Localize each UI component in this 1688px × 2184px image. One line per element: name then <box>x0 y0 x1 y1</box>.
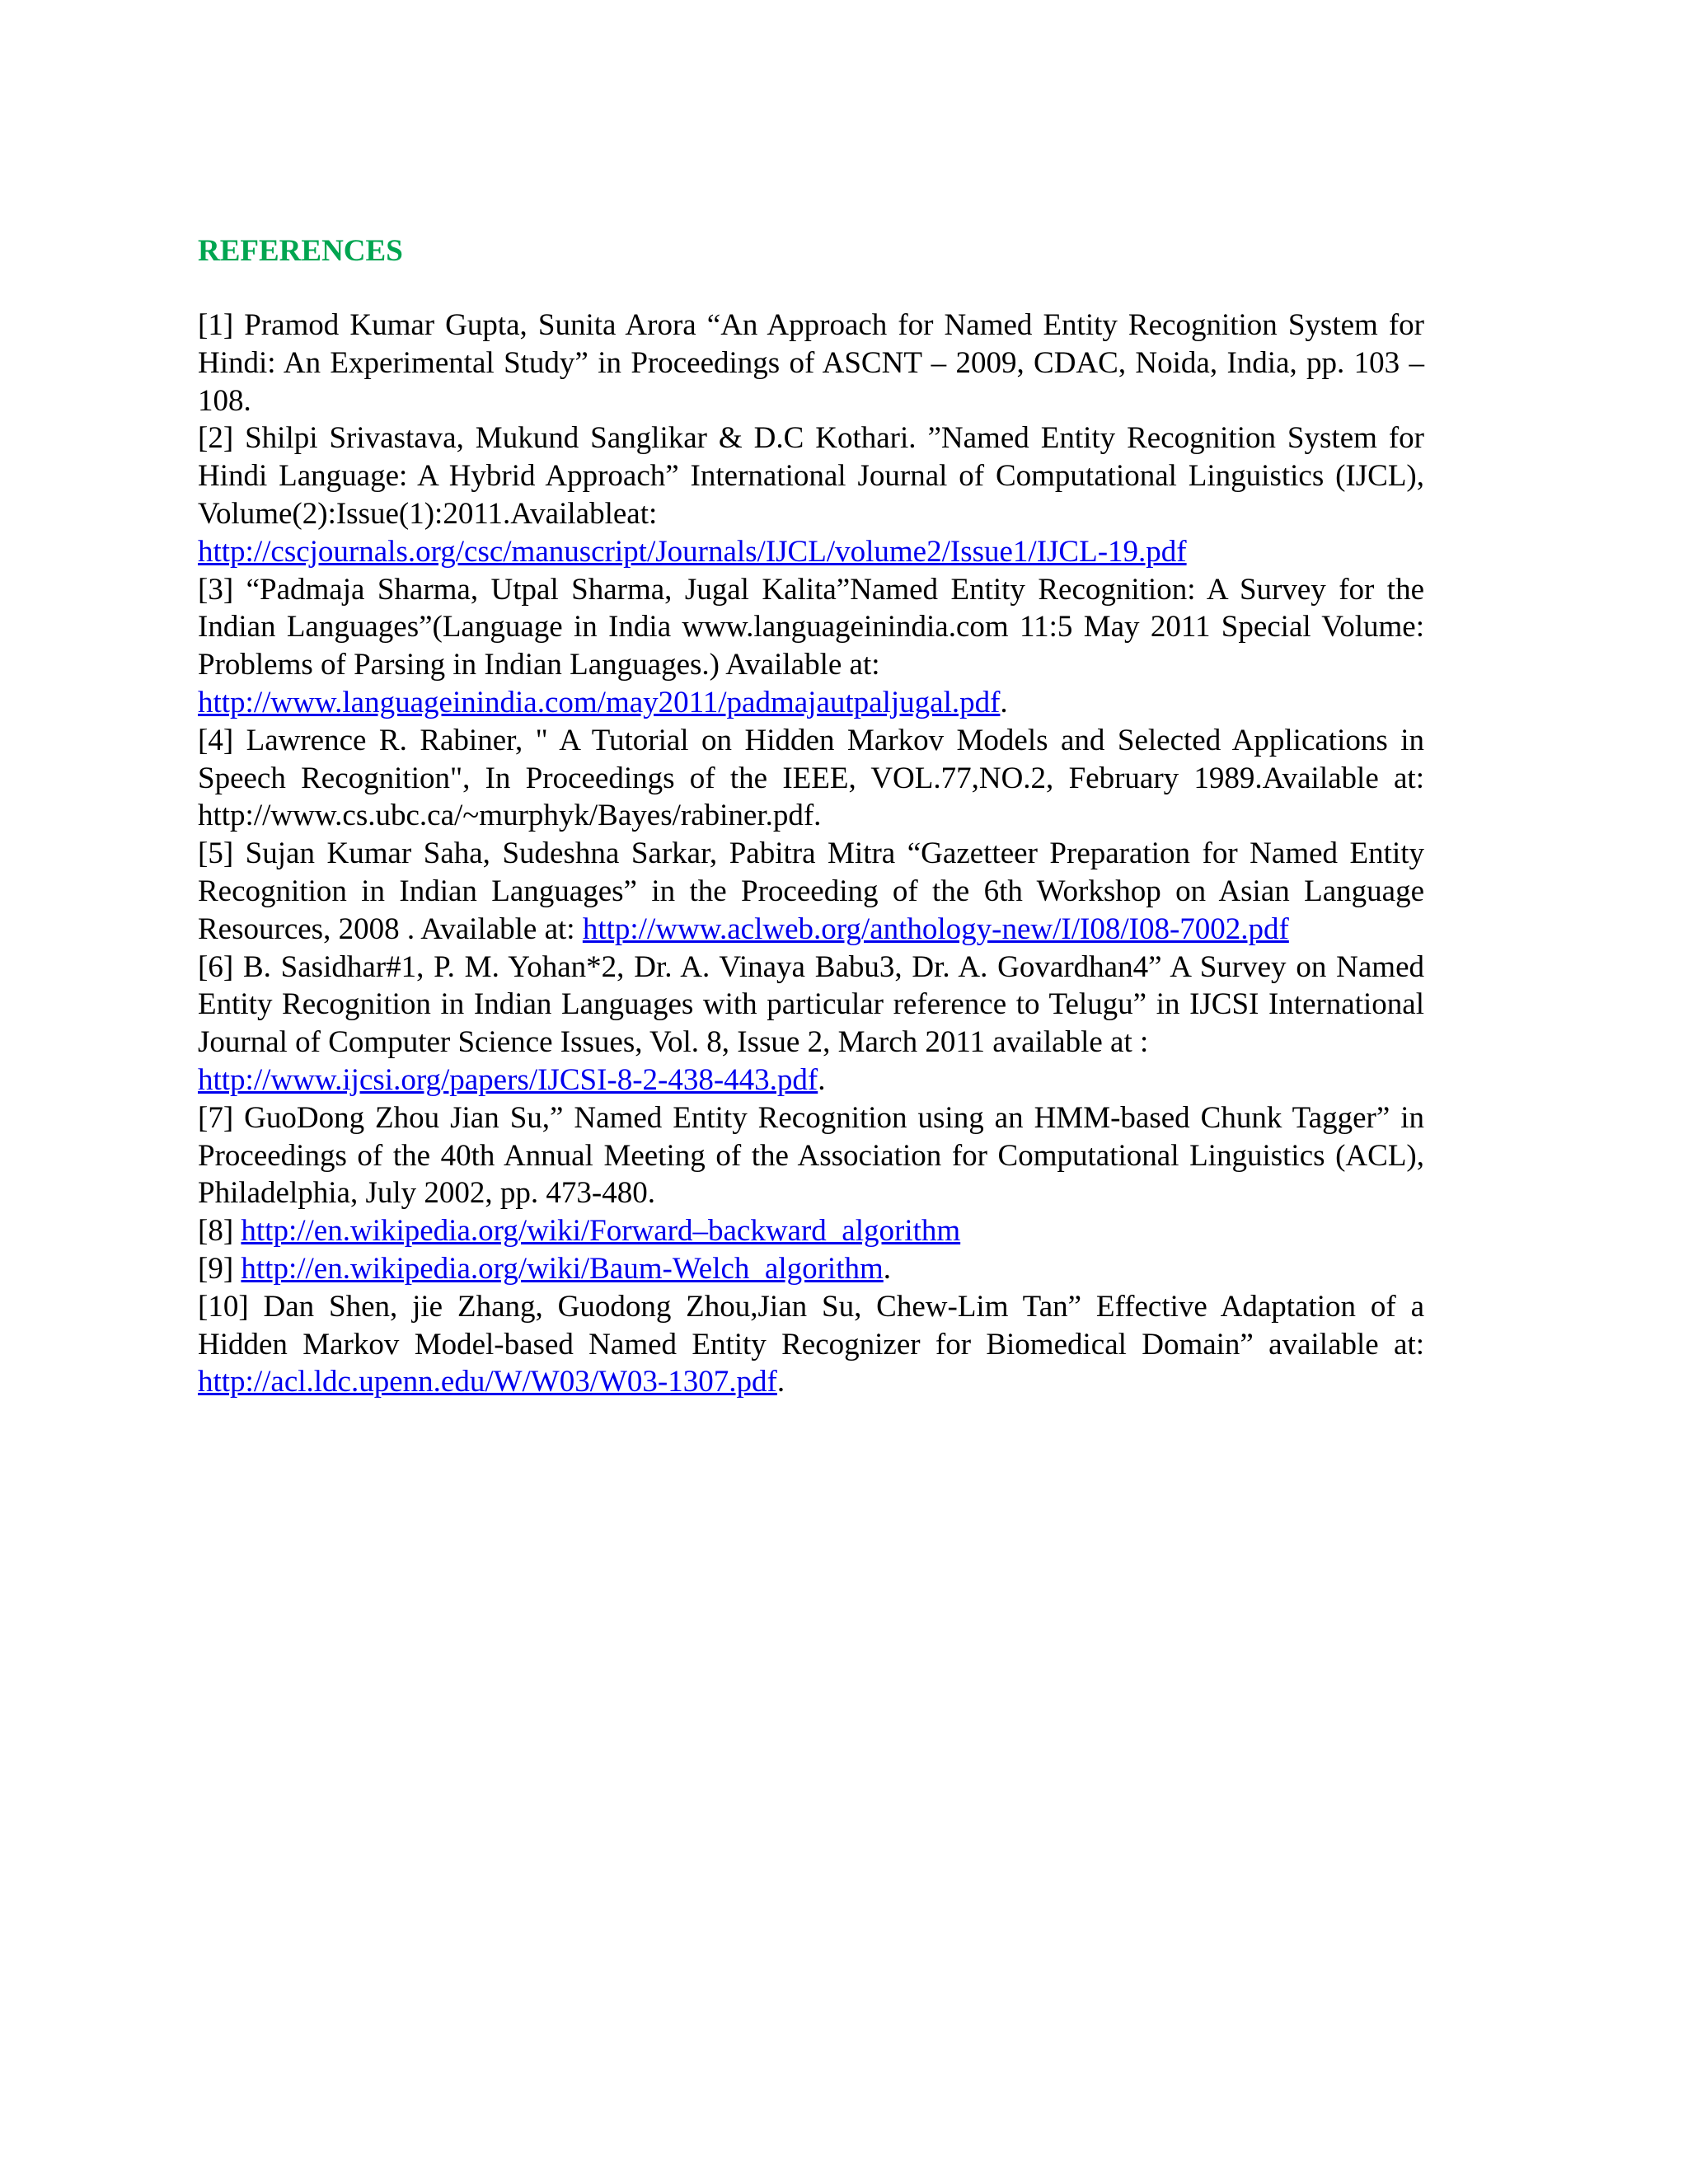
reference-text: [8] <box>198 1214 234 1249</box>
reference-link[interactable]: http://acl.ldc.upenn.edu/W/W03/W03-1307.pdf <box>198 1365 777 1399</box>
reference-text: [2] Shilpi Srivastava, Mukund Sanglikar & D.C Kothari. ”Named Entity Recognition System for Hindi Language: A Hybrid Approach” International Journal of Computational Linguistics (IJCL), Volume(2):Issue(1):2011.Availableat: <box>198 421 1424 531</box>
reference-link[interactable]: http://en.wikipedia.org/wiki/Forward–backward_algorithm <box>241 1214 961 1249</box>
reference-suffix: . <box>776 1365 785 1399</box>
reference-text: [5] Sujan Kumar Saha, Sudeshna Sarkar, Pabitra Mitra “Gazetteer Preparation for Named Entity Recognition in Indian Languages” in the Proceeding of the 6th Workshop on Asian Language Resources, 2008 . Available at: <box>198 837 1424 946</box>
reference-item-4 <box>198 722 1424 835</box>
reference-link[interactable]: http://en.wikipedia.org/wiki/Baum-Welch_algorithm <box>241 1251 884 1286</box>
reference-text: [10] Dan Shen, jie Zhang, Guodong Zhou,Jian Su, Chew-Lim Tan” Effective Adaptation of a Hidden Markov Model-based Named Entity Recognizer for Biomedical Domain” available at: <box>198 1289 1424 1361</box>
reference-suffix: . <box>1000 685 1008 719</box>
reference-text: [1] Pramod Kumar Gupta, Sunita Arora “An Approach for Named Entity Recognition System for Hindi: An Experimental Study” in Proceedings of ASCNT – 2009, CDAC, Noida, India, pp. 103 – 108. <box>198 308 1424 418</box>
reference-link[interactable]: http://cscjournals.org/csc/manuscript/Journals/IJCL/volume2/Issue1/IJCL-19.pdf <box>198 534 1187 569</box>
reference-item-9 <box>198 1250 1424 1288</box>
reference-item-1 <box>198 307 1424 419</box>
reference-item-3 <box>198 571 1424 722</box>
references-section <box>198 232 1424 1401</box>
reference-text: [7] GuoDong Zhou Jian Su,” Named Entity Recognition using an HMM-based Chunk Tagger” in Proceedings of the 40th Annual Meeting of the Association for Computational Linguistics (ACL), Philadelphia, July 2002, pp. 473-480. <box>198 1100 1424 1211</box>
reference-text: [6] B. Sasidhar#1, P. M. Yohan*2, Dr. A. Vinaya Babu3, Dr. A. Govardhan4” A Survey on Named Entity Recognition in Indian Languages with particular reference to Telugu” in IJCSI International Journal of Computer Science Issues, Vol. 8, Issue 2, March 2011 available at : <box>198 949 1424 1060</box>
reference-link[interactable]: http://www.aclweb.org/anthology-new/I/I08/I08-7002.pdf <box>582 912 1289 946</box>
reference-item-2 <box>198 419 1424 570</box>
reference-link[interactable]: http://www.languageinindia.com/may2011/padmajautpaljugal.pdf <box>198 685 1001 719</box>
reference-item-6 <box>198 949 1424 1099</box>
reference-item-5 <box>198 835 1424 948</box>
reference-text: [3] “Padmaja Sharma, Utpal Sharma, Jugal Kalita”Named Entity Recognition: A Survey for the Indian Languages”(Language in India www.languageinindia.com 11:5 May 2011 Special Volume: Problems of Parsing in Indian Languages.) Available at: <box>198 572 1424 682</box>
reference-item-10 <box>198 1288 1424 1401</box>
reference-suffix: . <box>818 1062 826 1097</box>
reference-item-7 <box>198 1099 1424 1212</box>
reference-text: [9] <box>198 1251 234 1286</box>
reference-link[interactable]: http://www.ijcsi.org/papers/IJCSI-8-2-438-443.pdf <box>198 1062 818 1097</box>
reference-item-8 <box>198 1212 1424 1250</box>
references-heading: REFERENCES <box>198 234 403 268</box>
reference-suffix: . <box>883 1251 892 1286</box>
reference-text: [4] Lawrence R. Rabiner, " A Tutorial on Hidden Markov Models and Selected Applications in Speech Recognition", In Proceedings of the IEEE, VOL.77,NO.2, February 1989.Available at: http://www.cs.ubc.ca/~murphyk/Bayes/rabiner.pdf. <box>198 723 1424 833</box>
